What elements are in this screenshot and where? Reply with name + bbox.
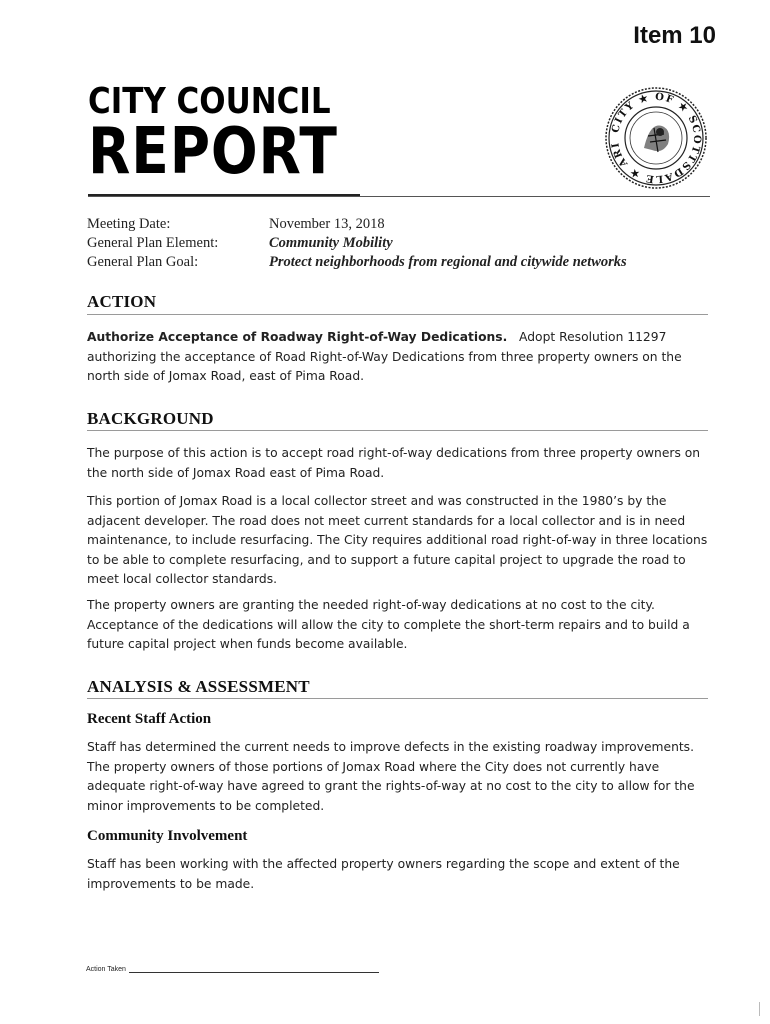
meeting-date-row (87, 216, 627, 235)
meta-key: Meeting Date: (87, 216, 171, 232)
community-involvement-text: Staff has been working with the affected property owners regarding the scope and extent of the improvements to be made. (87, 857, 680, 891)
report-title (88, 81, 378, 189)
action-taken-label: Action Taken (86, 966, 126, 973)
section-rule (87, 430, 708, 431)
general-plan-goal-value: Protect neighborhoods from regional and citywide networks (269, 254, 627, 270)
recent-staff-action-text: Staff has determined the current needs to improve defects in the existing roadway improvements. The property owners of those portions of Jomax Road where the City does not currently have adequate right-of-way have agreed to grant the rights-of-way at no cost to the city to allow for the minor improvements to be completed. (87, 740, 695, 813)
recent-staff-action-heading: Recent Staff Action (87, 711, 212, 727)
item-number-label: Item 10 (633, 22, 716, 49)
meta-key: General Plan Element: (87, 235, 219, 251)
report-title-line1: CITY COUNCIL (88, 81, 331, 122)
header-rule (88, 196, 710, 197)
general-plan-element-row (87, 235, 627, 254)
report-title-line2: REPORT (88, 115, 338, 189)
page-edge-mark (759, 1002, 760, 1016)
background-paragraph: The property owners are granting the needed right-of-way dedications at no cost to the city. Acceptance of the dedications will allow the city to complete the short-term repairs and to build a future capital project when funds become available. (87, 598, 690, 651)
meeting-date-value: November 13, 2018 (269, 216, 385, 232)
meta-key: General Plan Goal: (87, 254, 199, 270)
background-heading: BACKGROUND (87, 409, 214, 428)
background-paragraph: This portion of Jomax Road is a local collector street and was constructed in the 1980’s by the adjacent developer. The road does not meet current standards for a local collector and is in need maintenance, to include resurfacing. The City requires additional road right-of-way in three locations to be able to complete resurfacing, and to support a future capital project to upgrade the road to meet local collector standards. (87, 494, 708, 586)
action-paragraph (87, 328, 712, 387)
action-text: Adopt Resolution 11297 authorizing the acceptance of Road Right-of-Way Dedications from three property owners on the north side of Jomax Road, east of Pima Road. (87, 330, 682, 383)
section-rule (87, 314, 708, 315)
action-taken-field (86, 965, 379, 973)
general-plan-goal-row (87, 254, 627, 273)
action-lead: Authorize Acceptance of Roadway Right-of-Way Dedications. (87, 330, 508, 344)
analysis-heading: ANALYSIS & ASSESSMENT (87, 677, 310, 696)
svg-text:CITY ★ OF ★ SCOTTSDALE ★ ARIZO: CITY ★ OF ★ SCOTTSDALE ★ ARI (610, 91, 703, 185)
action-heading: ACTION (87, 292, 157, 311)
community-involvement-heading: Community Involvement (87, 828, 248, 844)
section-rule (87, 698, 708, 699)
general-plan-element-value: Community Mobility (269, 235, 393, 251)
city-seal-icon (604, 86, 708, 190)
action-taken-line (129, 965, 379, 973)
meeting-meta (87, 216, 627, 273)
background-paragraph: The purpose of this action is to accept road right-of-way dedications from three property owners on the north side of Jomax Road east of Pima Road. (87, 446, 701, 480)
